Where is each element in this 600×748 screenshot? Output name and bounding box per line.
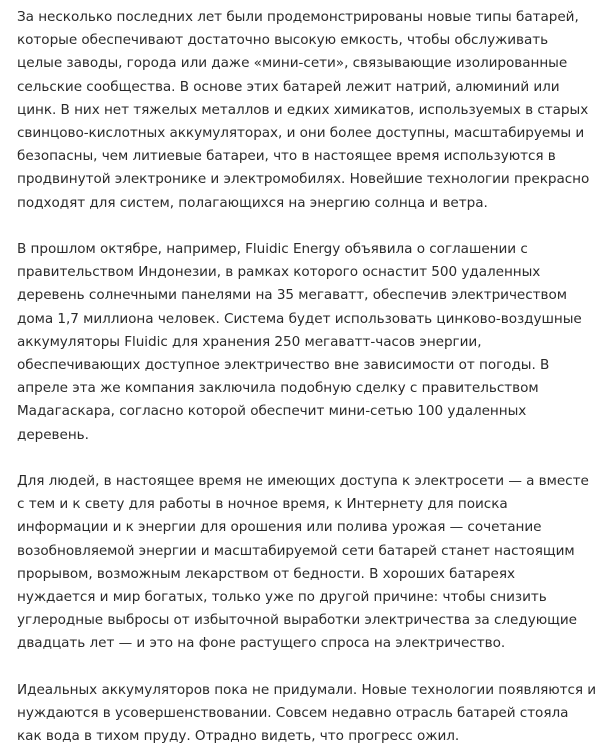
paragraph-4: Идеальных аккумуляторов пока не придумали. Новые технологии появляются и нуждаются в усовершенствовании. Совсем недавно отрасль батарей стояла как вода в тихом пруду. Отрадно видеть, что прогресс ожил. — [17, 681, 597, 745]
paragraph-3: Для людей, в настоящее время не имеющих доступа к электросети — а вместе с тем и к свету для работы в ночное время, к Интернету для поиска информации и к энергии для орошения или полива урожая — сочетание возобновляемой энергии и масштабируемой сети батарей станет настоящим прорывом, возможным лекарством от бедности. В хороших батареях нуждается и мир богатых, только уже по другой причине: чтобы снизить углеродные выбросы от избыточной выработки электричества за следующие двадцать лет — и это на фоне растущего спроса на электричество. — [17, 473, 589, 652]
article-body — [17, 6, 597, 748]
paragraph-1: За несколько последних лет были продемонстрированы новые типы батарей, которые обеспечивают достаточно высокую емкость, чтобы обслуживать целые заводы, города или даже «мини-сети», связывающие изолированные сельские сообщества. В основе этих батарей лежит натрий, алюминий или цинк. В них нет тяжелых металлов и едких химикатов, используемых в старых свинцово-кислотных аккумуляторах, и они более доступны, масштабируемы и безопасны, чем литиевые батареи, что в настоящее время используются в продвинутой электронике и электромобилях. Новейшие технологии прекрасно подходят для систем, полагающихся на энергию солнца и ветра. — [17, 9, 590, 211]
paragraph-2: В прошлом октябре, например, Fluidic Energy объявила о соглашении с правительством Индонезии, в рамках которого оснастит 500 удаленных деревень солнечными панелями на 35 мегаватт, обеспечив электричеством дома 1,7 миллиона человек. Система будет использовать цинково-воздушные аккумуляторы Fluidic для хранения 250 мегаватт-часов энергии, обеспечивающих доступное электричество вне зависимости от погоды. В апреле эта же компания заключила подобную сделку с правительством Мадагаскара, согласно которой обеспечит мини-сетью 100 удаленных деревень. — [17, 241, 582, 443]
